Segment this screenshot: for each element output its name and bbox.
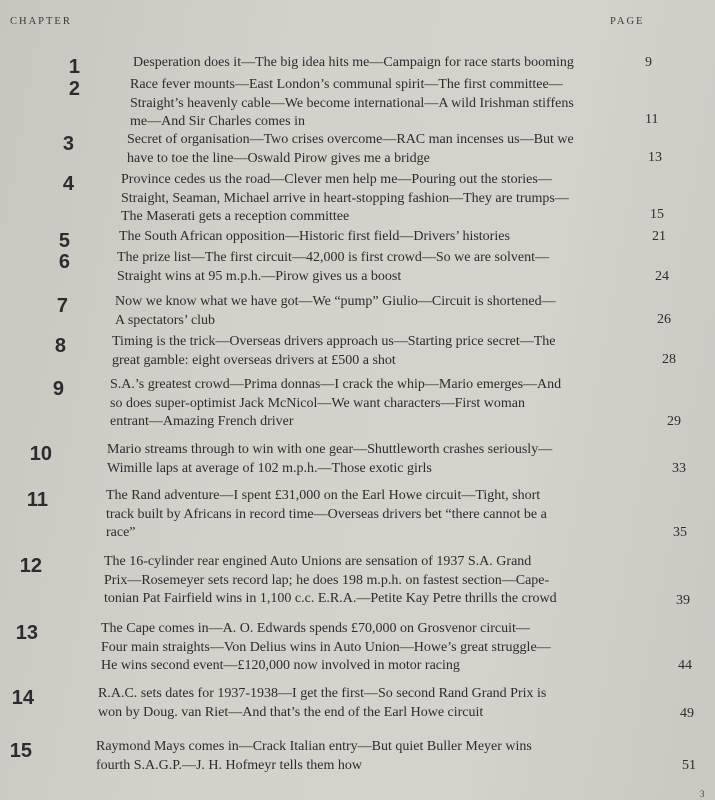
synopsis-line: A spectators’ club — [115, 312, 216, 328]
chapter-number: 12 — [19, 555, 42, 577]
chapter-synopsis — [101, 620, 669, 676]
synopsis-line: Straight’s heavenly cable—We become international—A wild Irishman stiffens — [130, 95, 574, 111]
chapter-synopsis — [96, 738, 671, 775]
synopsis-line: Prix—Rosemeyer sets record lap; he does 198 m.p.h. on fastest section—Cape- — [104, 572, 550, 588]
synopsis-line: S.A.’s greatest crowd—Prima donnas—I crack the whip—Mario emerges—And — [110, 377, 562, 392]
synopsis-line: Race fever mounts—East London’s communal spirit—The first committee— — [130, 77, 563, 92]
synopsis-line: He wins second event—£120,000 now involved in motor racing — [101, 658, 460, 673]
chapter-number: 15 — [9, 740, 32, 762]
synopsis-line: Raymond Mays comes in—Crack Italian entry—But quiet Buller Meyer wins — [96, 739, 532, 754]
synopsis-line: Straight, Seaman, Michael arrive in heart-stopping fashion—They are trumps— — [121, 190, 569, 206]
chapter-synopsis — [117, 249, 642, 286]
page-number: 39 — [676, 593, 690, 608]
page-number: 24 — [655, 269, 669, 284]
synopsis-line: won by Doug. van Riet—And that’s the end of the Earl Howe circuit — [98, 704, 484, 720]
chapter-synopsis — [104, 553, 666, 609]
chapter-synopsis — [110, 376, 653, 432]
chapter-synopsis — [119, 228, 634, 247]
chapter-number: 10 — [29, 443, 52, 465]
synopsis-line: tonian Pat Fairfield wins in 1,100 c.c. E.R.A.—Petite Kay Petre thrills the crowd — [104, 591, 557, 606]
page-number: 33 — [672, 461, 686, 476]
chapter-synopsis — [127, 131, 632, 168]
page-number: 9 — [645, 55, 652, 70]
synopsis-line: Now we know what we have got—We “pump” Giulio—Circuit is shortened— — [115, 294, 556, 309]
chapter-number: 1 — [68, 56, 80, 78]
page-number: 28 — [662, 352, 676, 367]
chapter-number: 14 — [11, 687, 34, 709]
synopsis-line: The prize list—The first circuit—42,000 is first crowd—So we are solvent— — [117, 250, 549, 265]
page-number: 13 — [648, 150, 662, 165]
chapter-synopsis — [106, 487, 658, 543]
page-number: 26 — [657, 312, 671, 327]
chapter-number: 13 — [15, 622, 38, 644]
folio-number: 3 — [700, 789, 705, 799]
page-column-header: PAGE — [610, 16, 645, 27]
chapter-number: 2 — [68, 78, 80, 100]
chapter-synopsis — [133, 54, 633, 73]
synopsis-line: Mario streams through to win with one gear—Shuttleworth crashes seriously— — [107, 442, 553, 457]
chapter-synopsis — [121, 171, 636, 227]
chapter-synopsis — [107, 441, 655, 478]
synopsis-line: The Maserati gets a reception committee — [121, 209, 350, 224]
synopsis-line: race” — [106, 525, 136, 540]
chapter-number: 5 — [58, 230, 70, 252]
chapter-synopsis — [115, 293, 645, 330]
synopsis-line: Four main straights—Von Delius wins in Auto Union—Howe’s great struggle— — [101, 639, 551, 655]
synopsis-line: track built by Africans in record time—Overseas drivers bet “there cannot be a — [106, 506, 547, 522]
page-number: 11 — [645, 112, 659, 127]
synopsis-line: The Cape comes in—A. O. Edwards spends £70,000 on Grosvenor circuit— — [101, 621, 530, 636]
synopsis-line: Wimille laps at average of 102 m.p.h.—Those exotic girls — [107, 460, 432, 476]
synopsis-line: so does super-optimist Jack McNicol—We want characters—First woman — [110, 395, 525, 411]
chapter-number: 6 — [58, 251, 70, 273]
page-number: 35 — [673, 525, 687, 540]
synopsis-line: have to toe the line—Oswald Pirow gives me a bridge — [127, 150, 430, 166]
chapter-number: 7 — [56, 295, 68, 317]
synopsis-line: great gamble: eight overseas drivers at £500 a shot — [112, 352, 396, 368]
synopsis-line: Province cedes us the road—Clever men help me—Pouring out the stories— — [121, 172, 552, 187]
synopsis-line: Desperation does it—The big idea hits me—Campaign for race starts booming — [133, 55, 574, 70]
chapter-number: 9 — [52, 378, 64, 400]
synopsis-line: The South African opposition—Historic first field—Drivers’ histories — [119, 229, 510, 244]
synopsis-line: Straight wins at 95 m.p.h.—Pirow gives us a boost — [117, 268, 402, 284]
synopsis-line: R.A.C. sets dates for 1937-1938—I get the first—So second Rand Grand Prix is — [98, 686, 547, 701]
page-number: 21 — [652, 229, 666, 244]
synopsis-line: Secret of organisation—Two crises overcome—RAC man incenses us—But we — [127, 132, 574, 147]
chapter-number: 11 — [26, 489, 48, 511]
chapter-synopsis — [130, 76, 635, 132]
chapter-synopsis — [98, 685, 670, 722]
chapter-number: 4 — [62, 173, 74, 195]
synopsis-line: me—And Sir Charles comes in — [130, 114, 305, 129]
page-number: 29 — [667, 414, 681, 429]
synopsis-line: Timing is the trick—Overseas drivers approach us—Starting price secret—The — [112, 334, 556, 349]
page-number: 49 — [680, 706, 694, 721]
page-number: 15 — [650, 207, 664, 222]
synopsis-line: fourth S.A.G.P.—J. H. Hofmeyr tells them how — [96, 757, 362, 773]
chapter-number: 8 — [54, 335, 66, 357]
synopsis-line: entrant—Amazing French driver — [110, 414, 294, 429]
page-number: 44 — [678, 658, 692, 673]
synopsis-line: The 16-cylinder rear engined Auto Unions are sensation of 1937 S.A. Grand — [104, 554, 532, 569]
page-number: 51 — [682, 758, 696, 773]
chapter-number: 3 — [62, 133, 74, 155]
chapter-column-header: CHAPTER — [10, 16, 72, 27]
chapter-synopsis — [112, 333, 650, 370]
synopsis-line: The Rand adventure—I spent £31,000 on the Earl Howe circuit—Tight, short — [106, 488, 541, 503]
